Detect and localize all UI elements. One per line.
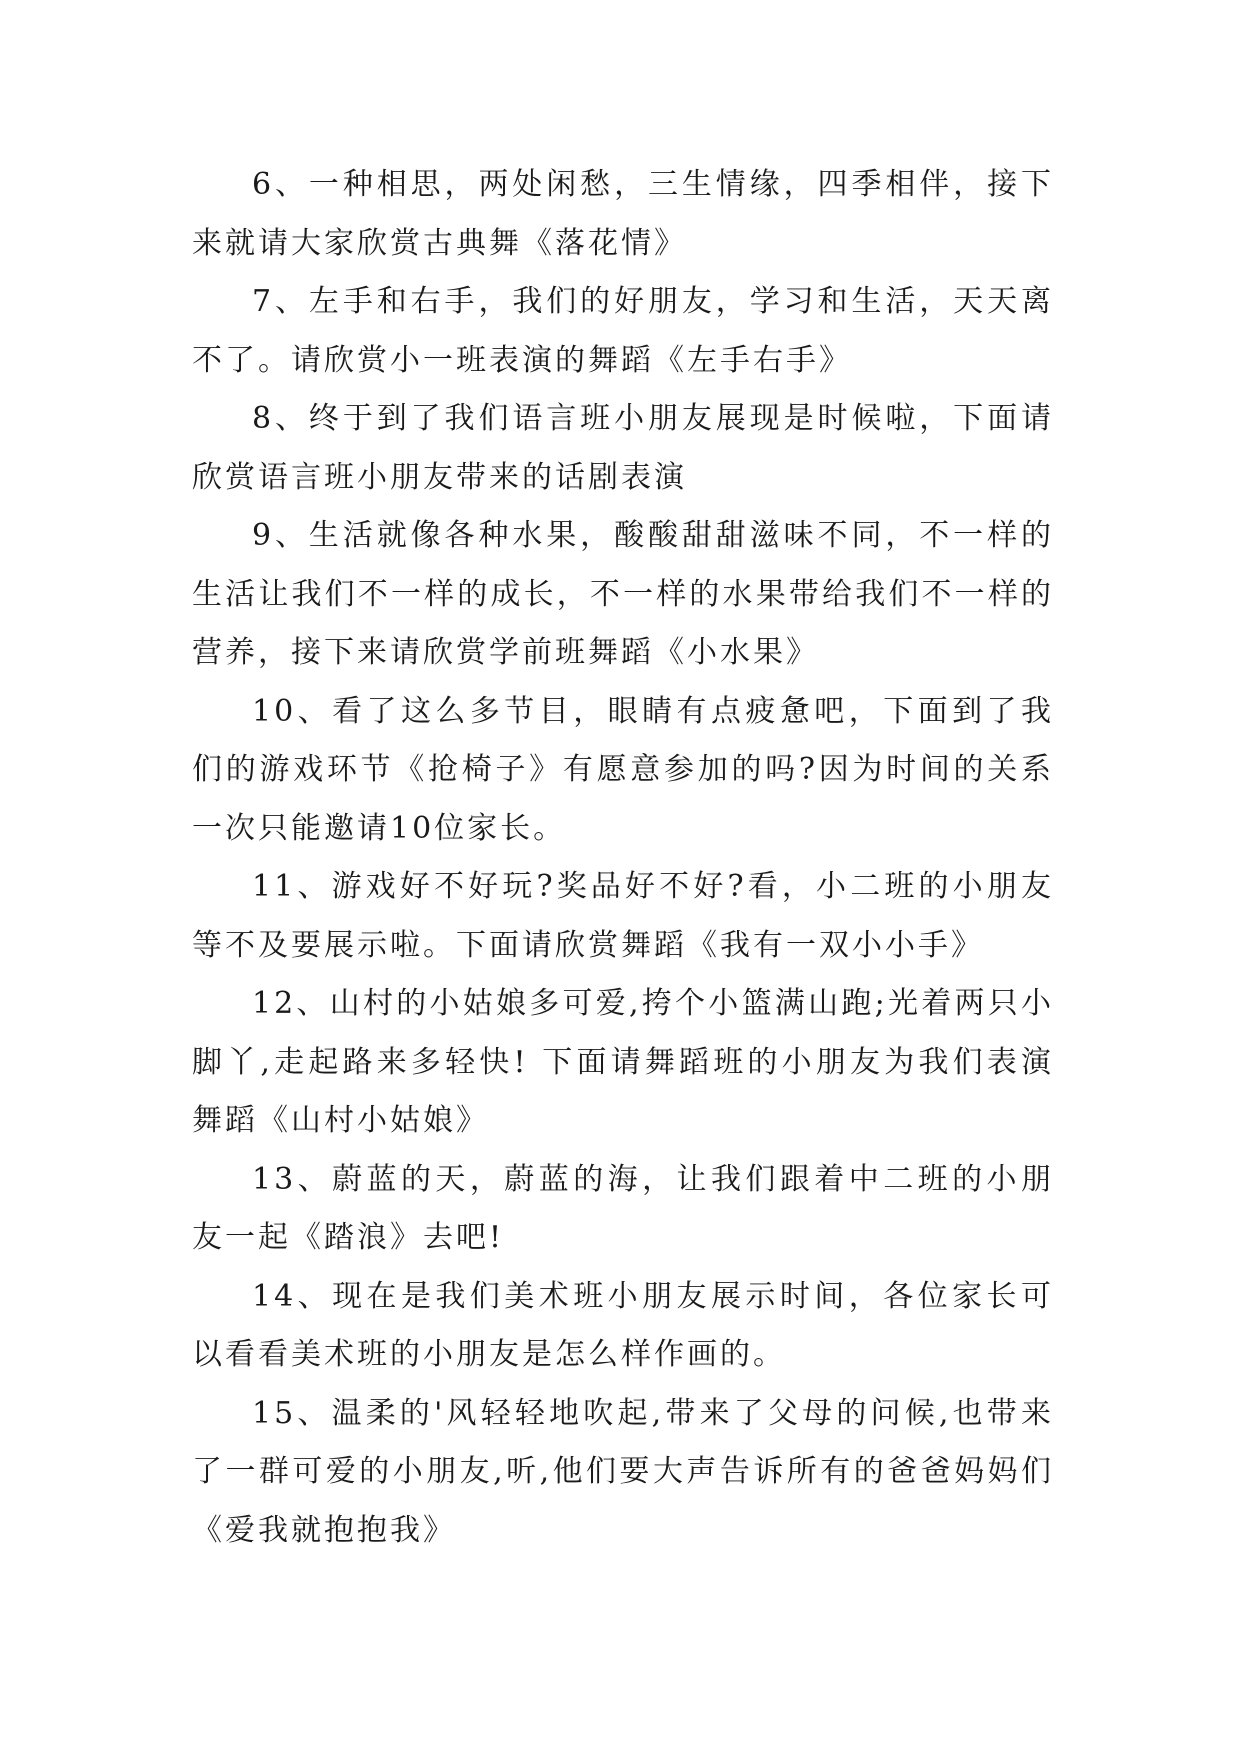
paragraph-15: 15、温柔的'风轻轻地吹起,带来了父母的问候,也带来了一群可爱的小朋友,听,他们要大声告诉所有的爸爸妈妈们《爱我就抱抱我》 <box>192 1395 1054 1548</box>
paragraph-12: 12、山村的小姑娘多可爱,挎个小篮满山跑;光着两只小脚丫,走起路来多轻快! 下面请舞蹈班的小朋友为我们表演舞蹈《山村小姑娘》 <box>192 986 1054 1138</box>
paragraph-6: 6、一种相思，两处闲愁，三生情缘，四季相伴，接下来就请大家欣赏古典舞《落花情》 <box>192 167 1054 261</box>
document-page <box>192 156 1054 1560</box>
paragraph-7: 7、左手和右手，我们的好朋友，学习和生活，天天离不了。请欣赏小一班表演的舞蹈《左手右手》 <box>192 284 1054 378</box>
paragraph-8: 8、终于到了我们语言班小朋友展现是时候啦，下面请欣赏语言班小朋友带来的话剧表演 <box>192 401 1054 495</box>
paragraph-10: 10、看了这么多节目，眼睛有点疲惫吧，下面到了我们的游戏环节《抢椅子》有愿意参加的吗?因为时间的关系一次只能邀请10位家长。 <box>192 693 1054 846</box>
paragraph-11: 11、游戏好不好玩?奖品好不好?看，小二班的小朋友等不及要展示啦。下面请欣赏舞蹈《我有一双小小手》 <box>192 869 1054 963</box>
paragraph-9: 9、生活就像各种水果，酸酸甜甜滋味不同，不一样的生活让我们不一样的成长，不一样的水果带给我们不一样的营养，接下来请欣赏学前班舞蹈《小水果》 <box>192 518 1054 670</box>
paragraph-14: 14、现在是我们美术班小朋友展示时间，各位家长可以看看美术班的小朋友是怎么样作画的。 <box>192 1278 1054 1372</box>
paragraph-13: 13、蔚蓝的天，蔚蓝的海，让我们跟着中二班的小朋友一起《踏浪》去吧! <box>192 1161 1054 1255</box>
